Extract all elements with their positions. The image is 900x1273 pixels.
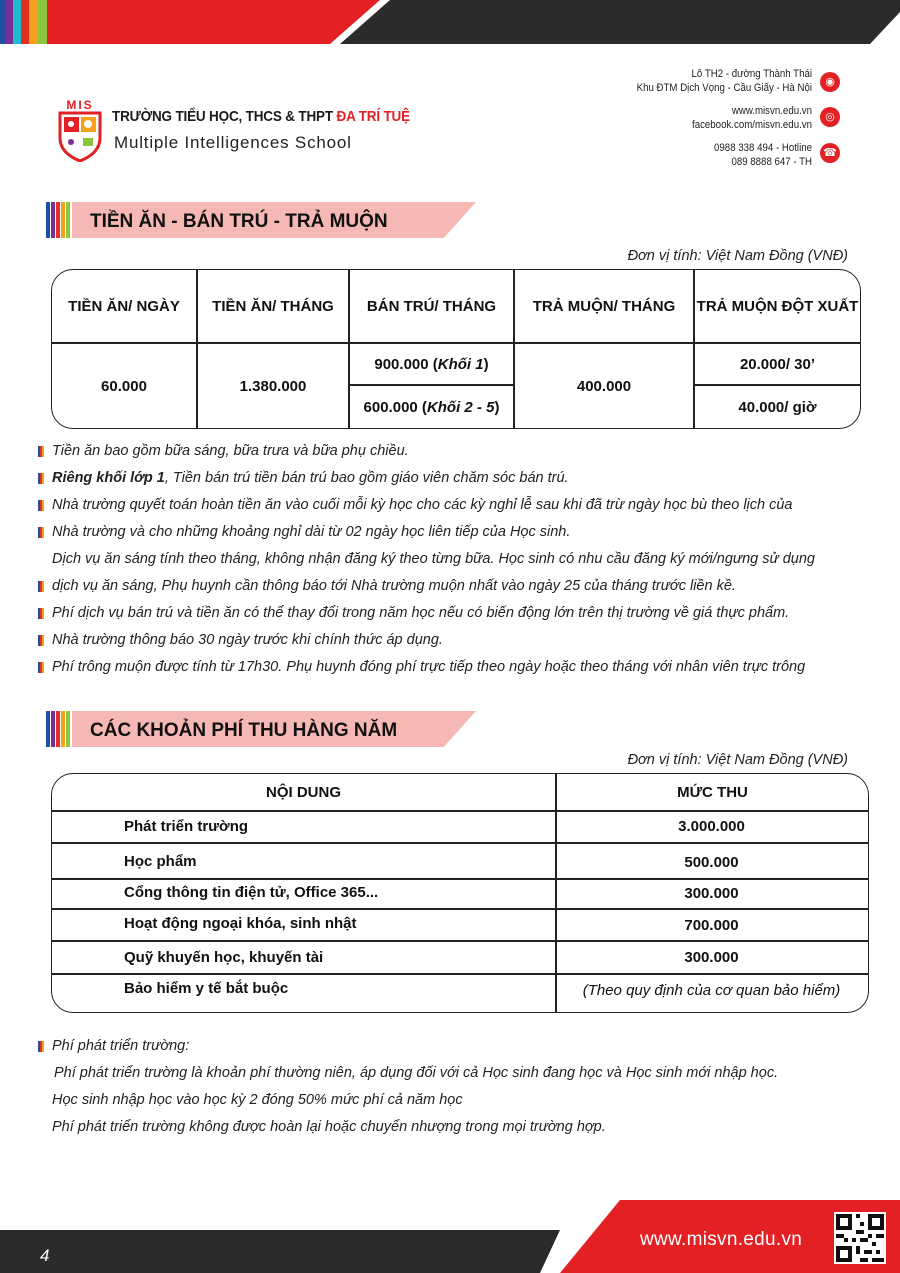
fee-item-value: 3.000.000 xyxy=(678,818,745,835)
globe-icon: ◎ xyxy=(820,107,840,127)
meal-notes xyxy=(36,441,886,684)
phone-icon: ☎ xyxy=(820,143,840,163)
web-block xyxy=(548,105,812,132)
meal-fee-table xyxy=(51,269,861,429)
fee-item-value: 300.000 xyxy=(684,885,739,902)
unit-label: Đơn vị tính: Việt Nam Đồng (VNĐ) xyxy=(627,248,848,264)
section-title: TIỀN ĂN - BÁN TRÚ - TRẢ MUỘN xyxy=(90,211,388,232)
column-header-fee: MỨC THU xyxy=(677,783,748,801)
annual-fee-table xyxy=(51,773,869,1013)
table-header: BÁN TRÚ/ THÁNG xyxy=(366,297,497,315)
fee-item-label: Quỹ khuyến học, khuyến tài xyxy=(124,949,324,966)
list-item: Phí dịch vụ bán trú và tiền ăn có thể thay đổi trong năm học nếu có biến động lớn trên thị trường về giá thực phẩm. xyxy=(36,603,886,630)
list-item: Phí phát triển trường không được hoàn lại hoặc chuyển nhượng trong mọi trường hợp. xyxy=(52,1119,606,1135)
section-banner-annual-fees xyxy=(46,711,476,747)
header-decoration xyxy=(0,0,900,60)
phone-hotline: 0988 338 494 - Hotline xyxy=(714,142,812,154)
address-line-1: Lô TH2 - đường Thành Thái xyxy=(691,68,812,80)
late-pickup-month-value: 400.000 xyxy=(576,377,632,395)
late-adhoc-hour-value: 40.000/ giờ xyxy=(738,398,817,416)
bullet-icon xyxy=(38,581,46,592)
fee-item-label: Cổng thông tin điện tử, Office 365... xyxy=(124,884,379,901)
fee-item-label: Học phẩm xyxy=(124,853,197,870)
list-item: Nhà trường thông báo 30 ngày trước khi chính thức áp dụng. xyxy=(36,630,886,657)
bullet-icon xyxy=(38,527,46,538)
meal-per-month-value: 1.380.000 xyxy=(239,377,307,395)
unit-label: Đơn vị tính: Việt Nam Đồng (VNĐ) xyxy=(627,752,848,768)
bullet-icon xyxy=(38,500,46,511)
contact-info xyxy=(512,68,812,179)
banner-stripes xyxy=(46,202,72,238)
list-item: Riêng khối lớp 1, Tiền bán trú tiền bán trú bao gồm giáo viên chăm sóc bán trú. xyxy=(36,468,886,495)
fee-item-value: 500.000 xyxy=(684,854,739,871)
bullet-icon xyxy=(38,608,46,619)
address-block xyxy=(548,68,812,95)
list-item: dịch vụ ăn sáng, Phụ huynh cần thông báo tới Nhà trường muộn nhất vào ngày 25 của tháng trước liền kề. xyxy=(36,576,886,603)
fee-item-value: 700.000 xyxy=(684,917,739,934)
table-header: TRẢ MUỘN ĐỘT XUẤT xyxy=(696,297,859,315)
fee-item-label: Phát triển trường xyxy=(124,818,249,835)
bullet-icon xyxy=(38,473,46,484)
fee-item-value: 300.000 xyxy=(684,949,739,966)
boarding-grade1-value: 900.000 ( Khối 1 ) xyxy=(374,355,489,373)
section-banner-meals xyxy=(46,202,476,238)
list-item: Nhà trường và cho những khoảng nghỉ dài từ 02 ngày học liên tiếp của Học sinh. xyxy=(36,522,886,549)
school-name: TRƯỜNG TIỂU HỌC, THCS & THPT ĐA TRÍ TUỆ xyxy=(112,108,410,125)
list-item: Dịch vụ ăn sáng tính theo tháng, không nhận đăng ký theo từng bữa. Học sinh có nhu cầu đăng ký mới/ngưng sử dụng xyxy=(52,551,815,567)
location-pin-icon: ◉ xyxy=(820,72,840,92)
table-header: TIỀN ĂN/ THÁNG xyxy=(212,297,334,315)
list-item: Phí phát triển trường: xyxy=(36,1036,886,1063)
page-number: 4 xyxy=(40,1246,50,1265)
list-item: Tiền ăn bao gồm bữa sáng, bữa trưa và bữa phụ chiều. xyxy=(36,441,886,468)
svg-text:MIS: MIS xyxy=(66,98,94,112)
list-item: Học sinh nhập học vào học kỳ 2 đóng 50% mức phí cả năm học xyxy=(52,1092,463,1108)
address-line-2: Khu ĐTM Dịch Vọng - Cầu Giấy - Hà Nội xyxy=(636,81,812,94)
phone-block xyxy=(548,142,812,169)
facebook-link[interactable]: facebook.com/misvn.edu.vn xyxy=(692,118,812,131)
fee-item-label: Bảo hiểm y tế bắt buộc xyxy=(124,980,289,997)
section-title: CÁC KHOẢN PHÍ THU HÀNG NĂM xyxy=(90,720,398,741)
table-header: TIỀN ĂN/ NGÀY xyxy=(68,297,180,315)
bullet-icon xyxy=(38,662,46,673)
phone-th: 089 8888 647 - TH xyxy=(731,155,812,168)
fee-item-value: (Theo quy định của cơ quan bảo hiểm) xyxy=(582,982,841,999)
banner-stripes xyxy=(46,711,72,747)
list-item: Nhà trường quyết toán hoàn tiền ăn vào cuối mỗi kỳ học cho các kỳ nghỉ lễ sau khi đã trừ ngày học bù theo lịch của xyxy=(36,495,886,522)
meal-per-day-value: 60.000 xyxy=(101,377,147,395)
bullet-icon xyxy=(38,446,46,457)
footer-url[interactable]: www.misvn.edu.vn xyxy=(640,1229,803,1250)
boarding-grade2-5-value: 600.000 ( Khối 2 - 5 ) xyxy=(363,398,500,416)
school-logo xyxy=(56,98,104,162)
bullet-icon xyxy=(38,1041,46,1052)
column-header-content: NỘI DUNG xyxy=(266,783,341,801)
list-item: Phí phát triển trường là khoản phí thường niên, áp dụng đối với cả Học sinh đang học và Học sinh mới nhập học. xyxy=(54,1065,779,1081)
qr-code-icon[interactable] xyxy=(834,1212,886,1264)
school-subtitle: Multiple Intelligences School xyxy=(114,133,352,152)
late-adhoc-30min-value: 20.000/ 30’ xyxy=(739,355,816,373)
website-link[interactable]: www.misvn.edu.vn xyxy=(731,105,812,117)
bullet-icon xyxy=(38,635,46,646)
development-fee-notes xyxy=(36,1036,886,1144)
list-item: Phí trông muộn được tính từ 17h30. Phụ huynh đóng phí trực tiếp theo ngày hoặc theo tháng với nhân viên trực trông xyxy=(36,657,886,684)
fee-item-label: Hoạt động ngoại khóa, sinh nhật xyxy=(124,915,357,932)
table-header: TRẢ MUỘN/ THÁNG xyxy=(532,297,676,315)
